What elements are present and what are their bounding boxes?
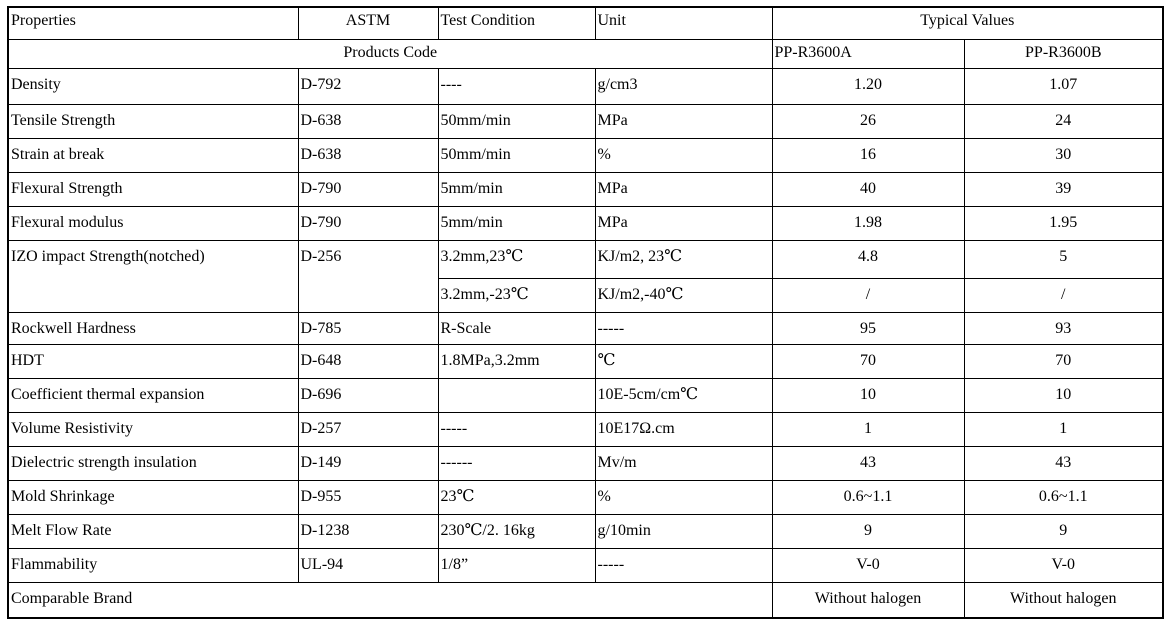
- value-a-cell: 43: [772, 446, 964, 480]
- value-a-cell: /: [772, 278, 964, 312]
- unit-cell: g/10min: [595, 514, 772, 548]
- property-name-cell: Volume Resistivity: [8, 412, 298, 446]
- astm-cell: D-648: [298, 344, 438, 378]
- property-name-cell: Density: [8, 68, 298, 104]
- value-a-cell: 40: [772, 172, 964, 206]
- astm-cell: D-1238: [298, 514, 438, 548]
- grade-b-header: PP-R3600B: [964, 39, 1163, 68]
- value-b-cell: V-0: [964, 548, 1163, 582]
- test-condition-cell: 5mm/min: [438, 206, 595, 240]
- value-a-cell: 10: [772, 378, 964, 412]
- value-b-cell: 70: [964, 344, 1163, 378]
- test-condition-cell: 1/8”: [438, 548, 595, 582]
- table-row: [8, 344, 1163, 378]
- brand-b-cell: Without halogen: [964, 582, 1163, 618]
- value-b-cell: 1: [964, 412, 1163, 446]
- test-condition-cell: -----: [438, 412, 595, 446]
- unit-cell: ℃: [595, 344, 772, 378]
- unit-cell: KJ/m2,-40℃: [595, 278, 772, 312]
- property-name-cell: Rockwell Hardness: [8, 312, 298, 344]
- unit-cell: 10E17Ω.cm: [595, 412, 772, 446]
- astm-cell: D-257: [298, 412, 438, 446]
- col-header-properties: Properties: [8, 7, 298, 39]
- unit-cell: 10E-5cm/cm℃: [595, 378, 772, 412]
- astm-cell: D-638: [298, 138, 438, 172]
- test-condition-cell: 3.2mm,23℃: [438, 240, 595, 278]
- property-name-cell: HDT: [8, 344, 298, 378]
- test-condition-cell: [438, 378, 595, 412]
- property-name-cell: Mold Shrinkage: [8, 480, 298, 514]
- value-a-cell: 70: [772, 344, 964, 378]
- header-row: [8, 7, 1163, 39]
- value-b-cell: 10: [964, 378, 1163, 412]
- value-b-cell: 39: [964, 172, 1163, 206]
- test-condition-cell: 23℃: [438, 480, 595, 514]
- property-name-cell: IZO impact Strength(notched): [8, 240, 298, 312]
- unit-cell: g/cm3: [595, 68, 772, 104]
- test-condition-cell: ------: [438, 446, 595, 480]
- table-row: [8, 582, 1163, 618]
- value-b-cell: 9: [964, 514, 1163, 548]
- unit-cell: MPa: [595, 206, 772, 240]
- test-condition-cell: 5mm/min: [438, 172, 595, 206]
- value-b-cell: 30: [964, 138, 1163, 172]
- test-condition-cell: 230℃/2. 16kg: [438, 514, 595, 548]
- property-name-cell: Melt Flow Rate: [8, 514, 298, 548]
- unit-cell: %: [595, 138, 772, 172]
- test-condition-cell: 1.8MPa,3.2mm: [438, 344, 595, 378]
- value-b-cell: 1.95: [964, 206, 1163, 240]
- value-b-cell: 24: [964, 104, 1163, 138]
- property-name-cell: Flexural modulus: [8, 206, 298, 240]
- property-name-cell: Tensile Strength: [8, 104, 298, 138]
- value-a-cell: 1.98: [772, 206, 964, 240]
- test-condition-cell: R-Scale: [438, 312, 595, 344]
- table-row: [8, 548, 1163, 582]
- value-a-cell: 4.8: [772, 240, 964, 278]
- table-row: [8, 240, 1163, 278]
- astm-cell: D-792: [298, 68, 438, 104]
- property-name-cell: Dielectric strength insulation: [8, 446, 298, 480]
- astm-cell: D-790: [298, 206, 438, 240]
- value-b-cell: 5: [964, 240, 1163, 278]
- table-row: [8, 514, 1163, 548]
- table-row: [8, 412, 1163, 446]
- astm-cell: D-256: [298, 240, 438, 312]
- value-a-cell: 26: [772, 104, 964, 138]
- test-condition-cell: 3.2mm,-23℃: [438, 278, 595, 312]
- test-condition-cell: 50mm/min: [438, 138, 595, 172]
- property-name-cell: Flexural Strength: [8, 172, 298, 206]
- col-header-unit: Unit: [595, 7, 772, 39]
- table-row: [8, 480, 1163, 514]
- property-name-cell: Strain at break: [8, 138, 298, 172]
- value-b-cell: 1.07: [964, 68, 1163, 104]
- unit-cell: MPa: [595, 172, 772, 206]
- value-b-cell: 93: [964, 312, 1163, 344]
- astm-cell: D-955: [298, 480, 438, 514]
- table-row: [8, 68, 1163, 104]
- comparable-brand-label: Comparable Brand: [8, 582, 772, 618]
- unit-cell: -----: [595, 312, 772, 344]
- table-row: [8, 172, 1163, 206]
- value-a-cell: 16: [772, 138, 964, 172]
- unit-cell: KJ/m2, 23℃: [595, 240, 772, 278]
- col-header-astm: ASTM: [298, 7, 438, 39]
- material-properties-table: [7, 6, 1164, 619]
- astm-cell: D-790: [298, 172, 438, 206]
- astm-cell: D-696: [298, 378, 438, 412]
- unit-cell: %: [595, 480, 772, 514]
- header-row: [8, 39, 1163, 68]
- table-row: [8, 446, 1163, 480]
- astm-cell: UL-94: [298, 548, 438, 582]
- col-header-test-condition: Test Condition: [438, 7, 595, 39]
- unit-cell: MPa: [595, 104, 772, 138]
- astm-cell: D-149: [298, 446, 438, 480]
- value-a-cell: 95: [772, 312, 964, 344]
- value-b-cell: 0.6~1.1: [964, 480, 1163, 514]
- property-name-cell: Coefficient thermal expansion: [8, 378, 298, 412]
- brand-a-cell: Without halogen: [772, 582, 964, 618]
- table-row: [8, 138, 1163, 172]
- test-condition-cell: ----: [438, 68, 595, 104]
- properties-table-body: [8, 7, 1163, 618]
- value-a-cell: V-0: [772, 548, 964, 582]
- value-a-cell: 0.6~1.1: [772, 480, 964, 514]
- value-a-cell: 9: [772, 514, 964, 548]
- table-row: [8, 312, 1163, 344]
- test-condition-cell: 50mm/min: [438, 104, 595, 138]
- property-name-cell: Flammability: [8, 548, 298, 582]
- unit-cell: Mv/m: [595, 446, 772, 480]
- grade-a-header: PP-R3600A: [772, 39, 964, 68]
- table-row: [8, 104, 1163, 138]
- value-a-cell: 1.20: [772, 68, 964, 104]
- value-b-cell: /: [964, 278, 1163, 312]
- value-b-cell: 43: [964, 446, 1163, 480]
- astm-cell: D-638: [298, 104, 438, 138]
- astm-cell: D-785: [298, 312, 438, 344]
- value-a-cell: 1: [772, 412, 964, 446]
- col-header-typical-values: Typical Values: [772, 7, 1163, 39]
- unit-cell: -----: [595, 548, 772, 582]
- products-code-label: Products Code: [8, 39, 772, 68]
- table-row: [8, 378, 1163, 412]
- table-row: [8, 206, 1163, 240]
